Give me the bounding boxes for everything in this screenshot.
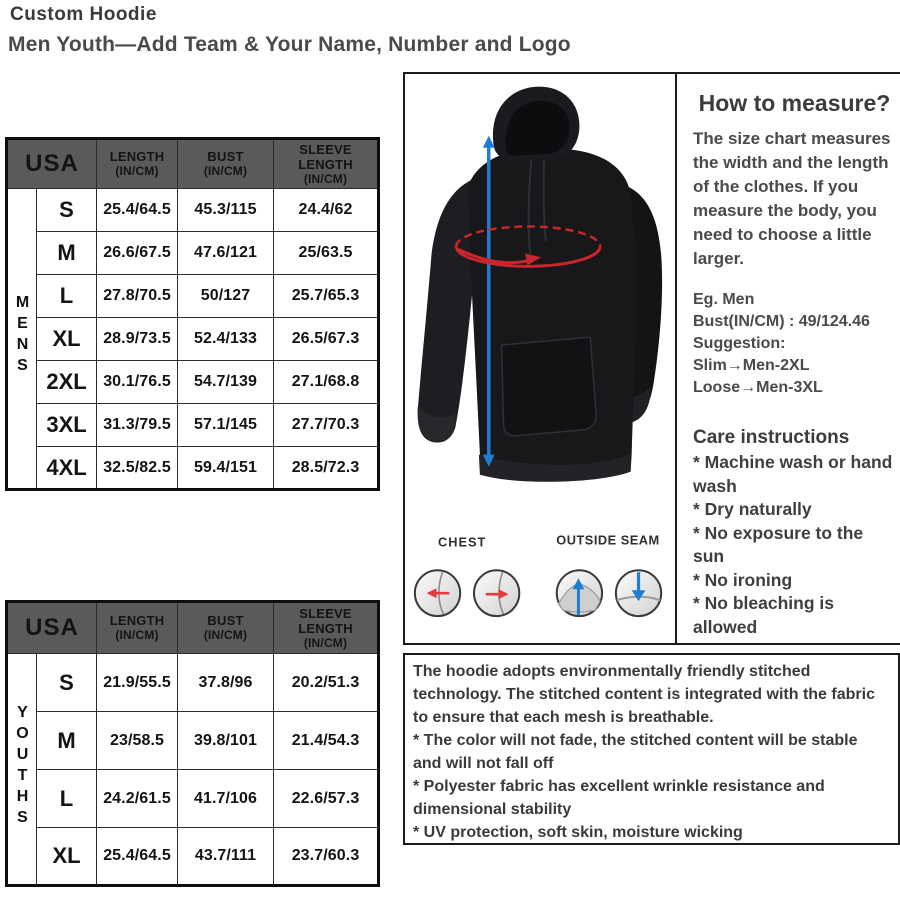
size-cell: S bbox=[37, 654, 97, 712]
bust-cell: 57.1/145 bbox=[178, 404, 274, 447]
measure-example-block bbox=[693, 289, 896, 399]
measure-example-line: Eg. Men bbox=[693, 291, 755, 308]
size-cell: XL bbox=[37, 318, 97, 361]
care-instruction-line: * No exposure to the sun bbox=[693, 522, 864, 566]
description-line: * Polyester fabric has excellent wrinkle resistance and dimensional stability bbox=[413, 778, 825, 818]
bust-cell: 50/127 bbox=[178, 275, 274, 318]
chest-label: CHEST bbox=[437, 534, 487, 550]
table-row bbox=[7, 654, 379, 712]
measure-example-line: Loose→Men-3XL bbox=[693, 379, 823, 396]
how-to-measure-panel bbox=[679, 74, 900, 645]
measure-section bbox=[403, 72, 900, 645]
table-row bbox=[7, 712, 379, 770]
product-description-box bbox=[403, 653, 900, 845]
table-row bbox=[7, 232, 379, 275]
length-cell: 24.2/61.5 bbox=[97, 770, 178, 828]
youths-size-table bbox=[5, 600, 380, 887]
column-header-sleeve-length: SLEEVE LENGTH (IN/CM) bbox=[274, 139, 379, 189]
bust-cell: 52.4/133 bbox=[178, 318, 274, 361]
mens-size-table bbox=[5, 137, 380, 491]
page-title: Custom Hoodie bbox=[10, 4, 157, 25]
table-row bbox=[7, 275, 379, 318]
chest-measure-left-icon bbox=[415, 570, 460, 616]
measure-example-line: Slim→Men-2XL bbox=[693, 357, 810, 374]
sleeve-cell: 23.7/60.3 bbox=[274, 828, 379, 886]
group-label-cell bbox=[7, 189, 37, 490]
page-subtitle: Men Youth—Add Team & Your Name, Number and Logo bbox=[8, 33, 571, 56]
length-cell: 21.9/55.5 bbox=[97, 654, 178, 712]
size-cell: 4XL bbox=[37, 447, 97, 490]
table-row bbox=[7, 404, 379, 447]
bust-cell: 59.4/151 bbox=[178, 447, 274, 490]
length-cell: 25.4/64.5 bbox=[97, 828, 178, 886]
table-row bbox=[7, 189, 379, 232]
group-label: YOUTHS bbox=[14, 703, 31, 830]
chest-measure-right-icon bbox=[474, 570, 519, 616]
outside-seam-label: OUTSIDE SEAM bbox=[556, 532, 660, 548]
bust-cell: 41.7/106 bbox=[178, 770, 274, 828]
how-to-measure-heading: How to measure? bbox=[698, 90, 891, 116]
table-row bbox=[7, 318, 379, 361]
care-instruction-line: * Dry naturally bbox=[693, 499, 812, 519]
sleeve-cell: 28.5/72.3 bbox=[274, 447, 379, 490]
description-line: * The color will not fade, the stitched content will be stable and will not fall off bbox=[413, 732, 858, 772]
sleeve-cell: 22.6/57.3 bbox=[274, 770, 379, 828]
length-cell: 32.5/82.5 bbox=[97, 447, 178, 490]
bust-cell: 43.7/111 bbox=[178, 828, 274, 886]
bust-cell: 54.7/139 bbox=[178, 361, 274, 404]
length-cell: 30.1/76.5 bbox=[97, 361, 178, 404]
seam-measure-up-icon bbox=[557, 570, 602, 616]
description-line: * UV protection, soft skin, moisture wicking bbox=[413, 824, 743, 841]
bust-cell: 47.6/121 bbox=[178, 232, 274, 275]
bust-cell: 37.8/96 bbox=[178, 654, 274, 712]
group-label: MENS bbox=[14, 294, 31, 378]
sleeve-cell: 26.5/67.3 bbox=[274, 318, 379, 361]
sleeve-cell: 21.4/54.3 bbox=[274, 712, 379, 770]
seam-measure-down-icon bbox=[616, 570, 661, 616]
sleeve-cell: 25/63.5 bbox=[274, 232, 379, 275]
size-cell: M bbox=[37, 712, 97, 770]
length-cell: 27.8/70.5 bbox=[97, 275, 178, 318]
size-cell: L bbox=[37, 770, 97, 828]
care-instructions-heading: Care instructions bbox=[693, 427, 850, 448]
care-instruction-line: * No ironing bbox=[693, 569, 793, 590]
size-cell: L bbox=[37, 275, 97, 318]
table-row bbox=[7, 447, 379, 490]
table-row bbox=[7, 361, 379, 404]
measure-example-line: Suggestion: bbox=[693, 335, 786, 352]
size-cell: S bbox=[37, 189, 97, 232]
hoodie-illustration bbox=[405, 74, 675, 645]
table-row bbox=[7, 770, 379, 828]
sleeve-cell: 27.7/70.3 bbox=[274, 404, 379, 447]
bust-cell: 45.3/115 bbox=[178, 189, 274, 232]
care-instruction-line: * No bleaching is allowed bbox=[693, 593, 834, 637]
measure-body-text: The size chart measures the width and the length of the clothes. If you measure the body, you need to choose a little larger. bbox=[693, 129, 891, 268]
column-header-length: LENGTH (IN/CM) bbox=[97, 139, 178, 189]
size-cell: 2XL bbox=[37, 361, 97, 404]
size-cell: M bbox=[37, 232, 97, 275]
sleeve-cell: 20.2/51.3 bbox=[274, 654, 379, 712]
column-header-length: LENGTH (IN/CM) bbox=[97, 602, 178, 654]
table-header-row bbox=[7, 602, 379, 654]
sleeve-cell: 24.4/62 bbox=[274, 189, 379, 232]
column-header-sleeve-length: SLEEVE LENGTH (IN/CM) bbox=[274, 602, 379, 654]
description-line: The hoodie adopts environmentally friendly stitched technology. The stitched content is integrated with the fabric to ensure that each mesh is breathable. bbox=[413, 663, 875, 726]
length-cell: 28.9/73.5 bbox=[97, 318, 178, 361]
hoodie-panel bbox=[403, 74, 677, 645]
sleeve-cell: 27.1/68.8 bbox=[274, 361, 379, 404]
length-cell: 23/58.5 bbox=[97, 712, 178, 770]
length-cell: 31.3/79.5 bbox=[97, 404, 178, 447]
length-cell: 25.4/64.5 bbox=[97, 189, 178, 232]
care-instruction-line: * Machine wash or hand wash bbox=[693, 452, 893, 496]
sleeve-cell: 25.7/65.3 bbox=[274, 275, 379, 318]
column-header-bust: BUST (IN/CM) bbox=[178, 139, 274, 189]
hoodie-image bbox=[418, 87, 662, 482]
column-header-bust: BUST (IN/CM) bbox=[178, 602, 274, 654]
bust-cell: 39.8/101 bbox=[178, 712, 274, 770]
measure-example-line: Bust(IN/CM) : 49/124.46 bbox=[693, 313, 870, 330]
care-instructions-list bbox=[693, 451, 896, 639]
table-row bbox=[7, 828, 379, 886]
usa-header-cell: USA bbox=[7, 602, 97, 654]
group-label-cell bbox=[7, 654, 37, 886]
usa-header-cell: USA bbox=[7, 139, 97, 189]
size-cell: XL bbox=[37, 828, 97, 886]
length-cell: 26.6/67.5 bbox=[97, 232, 178, 275]
table-header-row bbox=[7, 139, 379, 189]
size-cell: 3XL bbox=[37, 404, 97, 447]
